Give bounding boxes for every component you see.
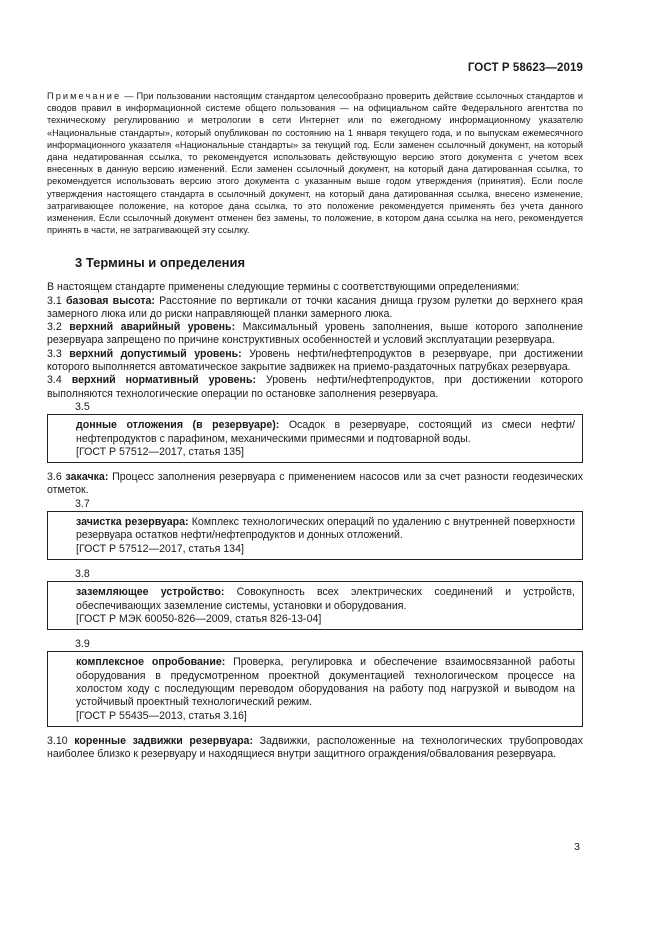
term-definition: Осадок в резервуаре, состоящий из смеси нефти/нефтепродуктов с парафином, механическими примесями и подтоварной воды.	[76, 419, 575, 445]
term-number: 3.6	[47, 471, 62, 484]
term-definition: Совокупность всех электрических соединений и устройств, обеспечивающих заземление системы, установки и оборудования.	[76, 586, 575, 612]
term-3-9-reference: [ГОСТ Р 55435—2013, статья 3.16]	[76, 709, 247, 722]
term-number: 3.1	[47, 294, 62, 307]
term-name: заземляющее устройство:	[76, 586, 225, 599]
term-3-8-body	[76, 586, 575, 613]
term-3-2	[47, 321, 583, 348]
term-name: базовая высота:	[65, 294, 155, 307]
term-3-8-box	[47, 581, 583, 630]
term-3-6	[47, 471, 583, 498]
term-number: 3.2	[47, 321, 62, 334]
term-3-9-number: 3.9	[75, 638, 90, 651]
term-number: 3.3	[47, 347, 62, 360]
term-3-10	[47, 735, 583, 762]
section-title: 3 Термины и определения	[75, 255, 246, 270]
term-definition: Процесс заполнения резервуара с применением насосов или за счет разности геодезических отметок.	[47, 471, 583, 497]
term-3-4	[47, 374, 583, 401]
term-3-5-number: 3.5	[75, 400, 90, 413]
term-3-5-reference: [ГОСТ Р 57512—2017, статья 135]	[76, 445, 244, 458]
section-content	[47, 256, 583, 762]
term-definition: Уровень нефти/нефтепродуктов, при достижении которого выполняются технологические операции по остановке заполнения резервуара.	[47, 374, 583, 400]
term-definition: Расстояние по вертикали от точки касания днища грузом рулетки до верхнего края замерного люка или до риски направляющей планки замерного люка.	[47, 294, 583, 320]
term-3-8-number: 3.8	[75, 567, 90, 580]
term-definition: Комплекс технологических операций по удалению с внутренней поверхности резервуара остатков нефти/нефтепродуктов и донных отложений.	[76, 516, 575, 542]
note-block	[47, 90, 583, 236]
standard-header: ГОСТ Р 58623—2019	[467, 62, 583, 74]
term-definition: Уровень нефти/нефтепродуктов в резервуаре, при достижении которого выполняется автоматическое закрытие задвижек на приемо-раздаточных патрубках резервуара.	[47, 347, 583, 374]
term-number: 3.4	[47, 374, 62, 387]
term-definition: Задвижки, расположенные на технологических трубопроводах наиболее близко к резервуару и находящиеся внутри защитного ограждения/обвалования резервуара.	[47, 734, 583, 761]
term-3-5-body	[76, 419, 575, 446]
term-name: верхний нормативный уровень:	[71, 374, 256, 387]
term-3-7-reference: [ГОСТ Р 57512—2017, статья 134]	[76, 542, 244, 555]
term-3-9-body	[76, 656, 575, 709]
term-definition: Проверка, регулировка и обеспечение взаимосвязанной работы оборудования в предусмотренном проектной документацией технологическом процессе на холостом ходу с последующим переводом оборудования на работу под нагрузкой и выводом на устойчивый проектный технологический режим.	[76, 656, 575, 709]
term-3-5-box	[47, 414, 583, 463]
term-name: комплексное опробование:	[76, 656, 226, 669]
note-paragraph	[47, 90, 583, 236]
term-3-7-box	[47, 511, 583, 560]
term-3-7-number: 3.7	[75, 497, 90, 510]
term-name: закачка:	[65, 471, 109, 484]
term-name: верхний аварийный уровень:	[69, 321, 236, 334]
section-intro: В настоящем стандарте применены следующие термины с соответствующими определениями:	[47, 281, 520, 294]
note-label: Примечание	[47, 91, 122, 101]
term-3-7-body	[76, 516, 575, 543]
term-name: коренные задвижки резервуара:	[74, 734, 253, 747]
note-text: — При пользовании настоящим стандартом целесообразно проверить действие ссылочных стандартов и сводов правил в информационной системе общего пользования — на официальном сайте Федерального агентства по техническому регулированию и метрологии в сети Интернет или по ежегодному информационному указателю «Национальные стандарты», который опубликован по состоянию на 1 января текущего года, и по выпускам ежемесячного информационного указателя «Национальные стандарты» за текущий год. Если заменен ссылочный документ, на который дана недатированная ссылка, то рекомендуется использовать действующую версию этого документа с учетом всех внесенных в данную версию изменений. Если заменен ссылочный документ, на который дана датированная ссылка, то рекомендуется использовать версию этого документа с указанным выше годом утверждения (принятия). Если после утверждения настоящего стандарта в ссылочный документ, на который дана датированная ссылка, внесено изменение, затрагивающее положение, на которое дана ссылка, то это положение рекомендуется применять без учета данного изменения. Если ссылочный документ отменен без замены, то положение, в котором дана ссылка на него, рекомендуется принять в части, не затрагивающей эту ссылку.	[47, 91, 583, 236]
term-3-3	[47, 348, 583, 375]
page-number: 3	[574, 841, 580, 853]
term-number: 3.10	[47, 734, 68, 747]
term-name: верхний допустимый уровень:	[69, 347, 242, 360]
term-definition: Максимальный уровень заполнения, выше которого заполнение резервуара запрещено по причине конструктивных особенностей и условий эксплуатации резервуара.	[47, 321, 583, 347]
term-3-1	[47, 295, 583, 322]
term-name: зачистка резервуара:	[76, 516, 189, 529]
term-name: донные отложения (в резервуаре):	[76, 419, 280, 432]
term-3-8-reference: [ГОСТ Р МЭК 60050-826—2009, статья 826-13-04]	[76, 612, 322, 625]
term-3-9-box	[47, 651, 583, 726]
